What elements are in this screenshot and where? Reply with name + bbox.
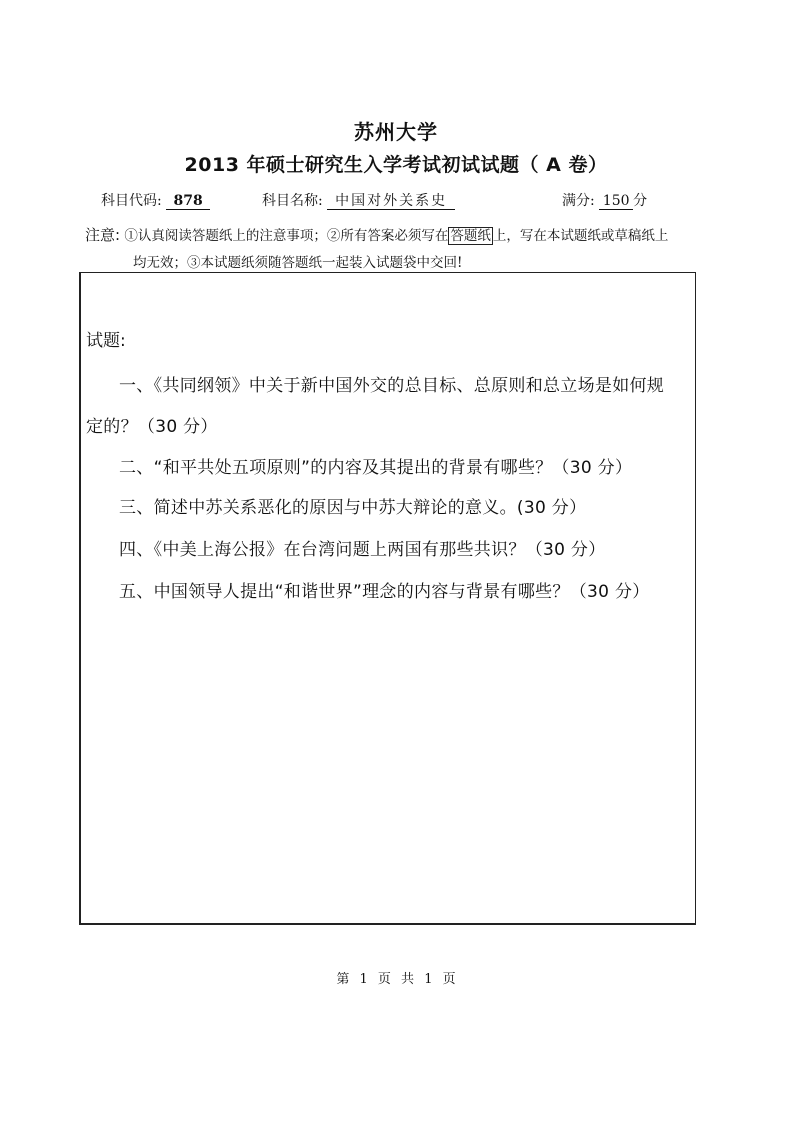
question-2: 二、“和平共处五项原则”的内容及其提出的背景有哪些？（30 分） xyxy=(119,458,633,478)
page-footer: 第 1 页 共 1 页 xyxy=(336,972,456,987)
full-score-unit: 分 xyxy=(633,193,648,209)
notice-heading: 注意: xyxy=(85,226,121,244)
question-1-line-1: 一、《共同纲领》中关于新中国外交的总目标、总原则和总立场是如何规 xyxy=(119,376,665,396)
subject-code-value: 878 xyxy=(166,193,210,210)
subject-code xyxy=(101,190,210,210)
question-3: 三、简述中苏关系恶化的原因与中苏大辩论的意义。(30 分） xyxy=(119,498,587,518)
question-5: 五、中国领导人提出“和谐世界”理念的内容与背景有哪些？（30 分） xyxy=(119,582,650,602)
question-1-line-2: 定的？（30 分） xyxy=(86,417,218,437)
full-score-label: 满分: xyxy=(562,193,595,209)
notice-text-a: ①认真阅读答题纸上的注意事项；②所有答案必须写在 xyxy=(124,228,449,244)
exam-title: 2013 年硕士研究生入学考试初试试题（ A 卷） xyxy=(184,154,608,176)
full-score xyxy=(562,190,647,210)
notice-text-b: 上，写在本试题纸或草稿纸上 xyxy=(492,228,669,244)
school-name: 苏州大学 xyxy=(354,120,438,144)
answer-sheet-boxed-text: 答题纸 xyxy=(450,228,491,244)
notice-line-2: 均无效；③本试题纸须随答题纸一起装入试题袋中交回! xyxy=(133,255,463,271)
subject-code-label: 科目代码: xyxy=(101,193,162,209)
notice-line-1 xyxy=(85,224,668,245)
questions-heading: 试题: xyxy=(86,331,126,351)
subject-name-label: 科目名称: xyxy=(262,193,323,209)
question-4: 四、《中美上海公报》在台湾问题上两国有那些共识？（30 分） xyxy=(119,540,606,560)
full-score-value: 150 xyxy=(599,193,633,210)
subject-name xyxy=(262,190,455,210)
subject-name-value: 中国对外关系史 xyxy=(327,193,455,210)
